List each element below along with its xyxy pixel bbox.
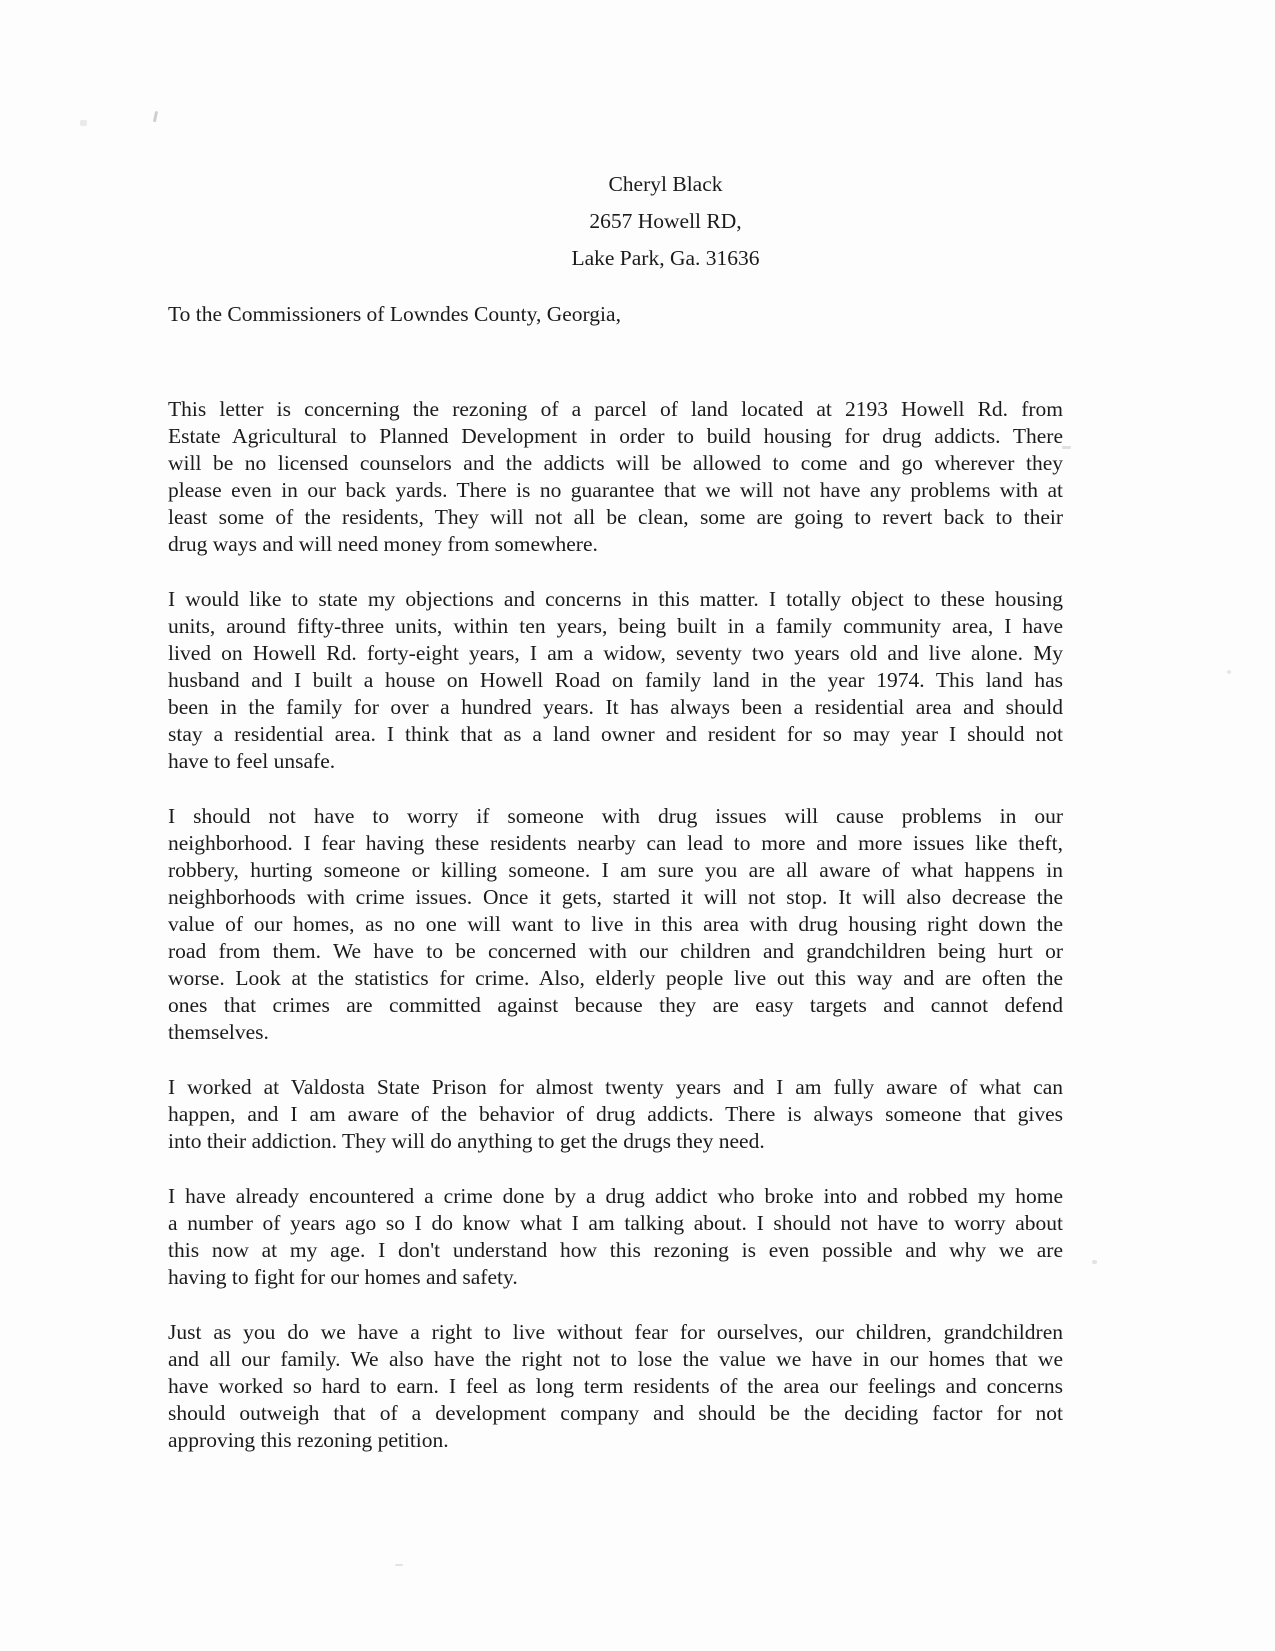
paragraph-line: husband and I built a house on Howell Road on family land in the year 1974. This land has <box>168 668 1063 692</box>
paragraph-line: road from them. We have to be concerned with our children and grandchildren being hurt or <box>168 939 1063 963</box>
paragraph-line: please even in our back yards. There is no guarantee that we will not have any problems with at <box>168 478 1063 502</box>
salutation: To the Commissioners of Lowndes County, Georgia, <box>168 302 621 326</box>
paragraph-line: approving this rezoning petition. <box>168 1428 449 1452</box>
paragraph <box>168 396 1063 558</box>
paragraph-line: value of our homes, as no one will want to live in this area with drug housing right down the <box>168 912 1063 936</box>
paragraph-line: worse. Look at the statistics for crime. Also, elderly people live out this way and are often the <box>168 966 1063 990</box>
paragraph-line: lived on Howell Rd. forty-eight years, I am a widow, seventy two years old and live alone. My <box>168 641 1063 665</box>
paragraph-line: I would like to state my objections and concerns in this matter. I totally object to these housing <box>168 587 1063 611</box>
paragraph-line: this now at my age. I don't understand how this rezoning is even possible and why we are <box>168 1238 1063 1262</box>
paragraph <box>168 586 1063 775</box>
paragraph-line: happen, and I am aware of the behavior of drug addicts. There is always someone that gives <box>168 1102 1063 1126</box>
letter-body <box>168 396 1063 1454</box>
paragraph-line: I have already encountered a crime done by a drug addict who broke into and robbed my home <box>168 1184 1063 1208</box>
paragraph <box>168 1074 1063 1155</box>
paragraph-line: been in the family for over a hundred years. It has always been a residential area and should <box>168 695 1063 719</box>
paragraph <box>168 1183 1063 1291</box>
sender-street: 2657 Howell RD, <box>589 209 742 233</box>
paragraph-line: I should not have to worry if someone with drug issues will cause problems in our <box>168 804 1063 828</box>
paragraph-line: and all our family. We also have the right not to lose the value we have in our homes that we <box>168 1347 1063 1371</box>
paragraph-line: I worked at Valdosta State Prison for almost twenty years and I am fully aware of what can <box>168 1075 1063 1099</box>
sender-city: Lake Park, Ga. 31636 <box>571 246 760 270</box>
paragraph-line: drug ways and will need money from somewhere. <box>168 532 598 556</box>
paragraph-line: Just as you do we have a right to live without fear for ourselves, our children, grandchildren <box>168 1320 1063 1344</box>
paragraph-line: have worked so hard to earn. I feel as long term residents of the area our feelings and concerns <box>168 1374 1063 1398</box>
paragraph-line: neighborhood. I fear having these residents nearby can lead to more and more issues like theft, <box>168 831 1063 855</box>
paragraph-line: least some of the residents, They will not all be clean, some are going to revert back to their <box>168 505 1063 529</box>
paragraph-line: stay a residential area. I think that as a land owner and resident for so may year I should not <box>168 722 1063 746</box>
paragraph <box>168 1319 1063 1454</box>
scan-artifact <box>1062 446 1071 449</box>
paragraph-line: This letter is concerning the rezoning of a parcel of land located at 2193 Howell Rd. from <box>168 397 1063 421</box>
paragraph-line: neighborhoods with crime issues. Once it gets, started it will not stop. It will also decrease the <box>168 885 1063 909</box>
sender-name: Cheryl Black <box>608 172 723 196</box>
paragraph-line: units, around fifty-three units, within ten years, being built in a family community area, I have <box>168 614 1063 638</box>
paragraph-line: robbery, hurting someone or killing someone. I am sure you are all aware of what happens in <box>168 858 1063 882</box>
paragraph-line: having to fight for our homes and safety. <box>168 1265 518 1289</box>
paragraph-line: have to feel unsafe. <box>168 749 336 773</box>
paragraph-line: a number of years ago so I do know what I am talking about. I should not have to worry about <box>168 1211 1063 1235</box>
paragraph-line: themselves. <box>168 1020 269 1044</box>
scan-artifact <box>395 1564 403 1566</box>
scan-artifact <box>1092 1260 1097 1264</box>
sender-block <box>0 0 1113 277</box>
paragraph-line: Estate Agricultural to Planned Development in order to build housing for drug addicts. There <box>168 424 1063 448</box>
paragraph-line: should outweigh that of a development company and should be the deciding factor for not <box>168 1401 1063 1425</box>
paragraph-line: ones that crimes are committed against because they are easy targets and cannot defend <box>168 993 1063 1017</box>
paragraph-line: into their addiction. They will do anything to get the drugs they need. <box>168 1129 765 1153</box>
paragraph <box>168 803 1063 1046</box>
scan-artifact <box>1227 670 1231 674</box>
paragraph-line: will be no licensed counselors and the addicts will be allowed to come and go wherever they <box>168 451 1063 475</box>
